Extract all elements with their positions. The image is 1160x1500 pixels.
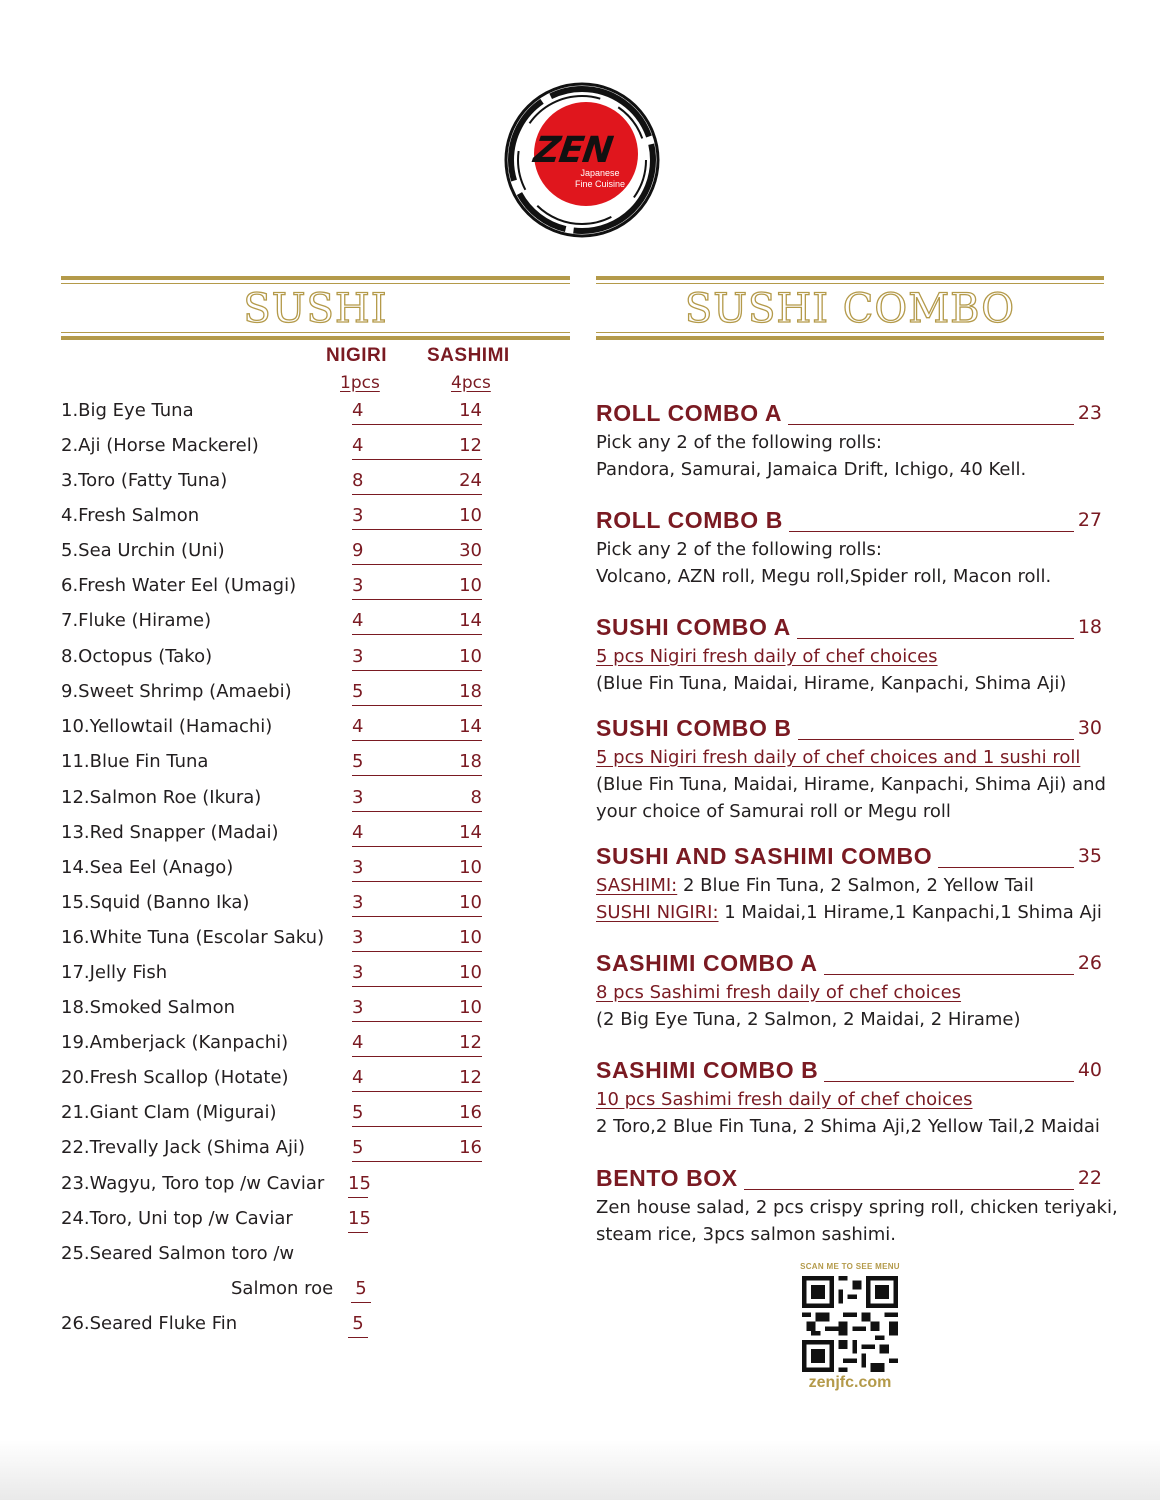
sushi-item-name: 7.Fluke (Hirame)	[61, 610, 212, 631]
combo-desc: (2 Big Eye Tuna, 2 Salmon, 2 Maidai, 2 Hirame)	[596, 1009, 1021, 1030]
nigiri-price: 3	[352, 574, 412, 600]
nigiri-price: 5	[352, 1101, 412, 1127]
nigiri-price: 3	[352, 504, 412, 530]
combo-title: SUSHI COMBO	[684, 286, 1016, 332]
sushi-item-name: 20.Fresh Scallop (Hotate)	[61, 1067, 289, 1088]
combo-name: SUSHI AND SASHIMI COMBO	[596, 842, 938, 870]
sushi-item-name: 22.Trevally Jack (Shima Aji)	[61, 1137, 305, 1158]
sushi-item	[61, 1066, 501, 1096]
sushi-item-name: 13.Red Snapper (Madai)	[61, 822, 279, 843]
sashimi-price: 14	[412, 399, 482, 425]
logo-subtitle-line1: Japanese	[580, 168, 620, 178]
sushi-item-name: 4.Fresh Salmon	[61, 505, 200, 526]
special-price: 5	[348, 1312, 368, 1338]
combo-price: 27	[1074, 508, 1102, 532]
sushi-item-name: 25.Seared Salmon toro /w	[61, 1243, 295, 1264]
website-url[interactable]: zenjfc.com	[808, 1374, 892, 1391]
sushi-item-name: 23.Wagyu, Toro top /w Caviar	[61, 1173, 325, 1194]
sushi-item	[61, 645, 501, 675]
sushi-item	[61, 504, 501, 534]
combo-item	[596, 1056, 1102, 1140]
sushi-special-item	[61, 1312, 501, 1342]
nigiri-price: 5	[352, 1136, 412, 1162]
nigiri-price: 4	[352, 821, 412, 847]
combo-desc: 1 Maidai,1 Hirame,1 Kanpachi,1 Shima Aji	[718, 902, 1102, 923]
sashimi-price: 8	[412, 786, 482, 812]
qr-label: SCAN ME TO SEE MENU	[800, 1262, 900, 1271]
logo-subtitle	[570, 168, 630, 190]
combo-desc: 2 Blue Fin Tuna, 2 Salmon, 2 Yellow Tail	[677, 875, 1034, 896]
sushi-special-item-cont	[61, 1277, 501, 1307]
sushi-item	[61, 821, 501, 851]
combo-name: BENTO BOX	[596, 1164, 744, 1192]
nigiri-price: 5	[352, 680, 412, 706]
sashimi-price: 10	[412, 574, 482, 600]
sushi-item	[61, 434, 501, 464]
combo-desc-highlight: 10 pcs Sashimi fresh daily of chef choices	[596, 1089, 973, 1110]
combo-price: 26	[1074, 951, 1102, 975]
nigiri-price: 3	[352, 961, 412, 987]
combo-desc: Pick any 2 of the following rolls:	[596, 539, 882, 560]
combo-name: SUSHI COMBO A	[596, 613, 797, 641]
sashimi-price: 18	[412, 680, 482, 706]
sushi-item	[61, 961, 501, 991]
sashimi-price: 12	[412, 1031, 482, 1057]
nigiri-price: 3	[352, 786, 412, 812]
combo-price: 35	[1074, 844, 1102, 868]
sushi-item-name: 6.Fresh Water Eel (Umagi)	[61, 575, 297, 596]
sushi-item	[61, 399, 501, 429]
qr-code-icon[interactable]	[802, 1276, 898, 1372]
combo-item	[596, 399, 1102, 483]
sushi-item-name: 16.White Tuna (Escolar Saku)	[61, 927, 325, 948]
combo-desc: Zen house salad, 2 pcs crispy spring roll, chicken teriyaki,	[596, 1197, 1118, 1218]
sashimi-price: 18	[412, 750, 482, 776]
combo-item	[596, 842, 1102, 926]
combo-desc: Pandora, Samurai, Jamaica Drift, Ichigo, 40 Kell.	[596, 459, 1027, 480]
sushi-item	[61, 750, 501, 780]
sashimi-price: 10	[412, 996, 482, 1022]
sushi-item	[61, 856, 501, 886]
sushi-item-name: 24.Toro, Uni top /w Caviar	[61, 1208, 293, 1229]
sushi-item-name: 11.Blue Fin Tuna	[61, 751, 209, 772]
nigiri-price: 4	[352, 434, 412, 460]
sashimi-price: 10	[412, 504, 482, 530]
sashimi-price: 14	[412, 821, 482, 847]
logo-brand-text: ZEN	[531, 130, 615, 171]
combo-item	[596, 949, 1102, 1033]
sushi-item-name: 18.Smoked Salmon	[61, 997, 236, 1018]
sashimi-price: 10	[412, 645, 482, 671]
sashimi-header: SASHIMI	[427, 345, 510, 366]
combo-desc: 2 Toro,2 Blue Fin Tuna, 2 Shima Aji,2 Yellow Tail,2 Maidai	[596, 1116, 1100, 1137]
sashimi-price: 16	[412, 1101, 482, 1127]
sushi-special-item	[61, 1207, 501, 1237]
combo-desc: Pick any 2 of the following rolls:	[596, 432, 882, 453]
sushi-special-item	[61, 1242, 501, 1272]
combo-price: 22	[1074, 1166, 1102, 1190]
combo-name: SASHIMI COMBO B	[596, 1056, 824, 1084]
nigiri-unit: 1pcs	[340, 373, 380, 393]
sushi-item-name: 17.Jelly Fish	[61, 962, 168, 983]
nigiri-price: 4	[352, 399, 412, 425]
sushi-item-name: 10.Yellowtail (Hamachi)	[61, 716, 273, 737]
sashimi-price: 12	[412, 434, 482, 460]
nigiri-price: 4	[352, 1031, 412, 1057]
sushi-item-name-cont: Salmon roe	[231, 1278, 334, 1299]
sushi-item	[61, 891, 501, 921]
nigiri-price: 4	[352, 1066, 412, 1092]
sashimi-price: 10	[412, 891, 482, 917]
combo-label-sashimi: SASHIMI:	[596, 875, 678, 896]
sushi-special-item	[61, 1172, 501, 1202]
sushi-item-name: 21.Giant Clam (Migurai)	[61, 1102, 277, 1123]
sushi-item-name: 15.Squid (Banno Ika)	[61, 892, 250, 913]
sushi-item-name: 5.Sea Urchin (Uni)	[61, 540, 225, 561]
nigiri-price: 8	[352, 469, 412, 495]
nigiri-header: NIGIRI	[326, 345, 388, 366]
combo-name: ROLL COMBO A	[596, 399, 788, 427]
sushi-section-header	[61, 276, 570, 342]
combo-desc: your choice of Samurai roll or Megu roll	[596, 801, 951, 822]
combo-name: SASHIMI COMBO A	[596, 949, 824, 977]
combo-desc: (Blue Fin Tuna, Maidai, Hirame, Kanpachi, Shima Aji) and	[596, 774, 1106, 795]
combo-desc: steam rice, 3pcs salmon sashimi.	[596, 1224, 897, 1245]
combo-item	[596, 613, 1102, 697]
sushi-item-name: 19.Amberjack (Kanpachi)	[61, 1032, 289, 1053]
sushi-item-name: 9.Sweet Shrimp (Amaebi)	[61, 681, 292, 702]
nigiri-price: 5	[352, 750, 412, 776]
special-price: 15	[348, 1207, 368, 1233]
combo-item	[596, 714, 1106, 825]
special-price: 15	[348, 1172, 368, 1198]
sushi-item-name: 3.Toro (Fatty Tuna)	[61, 470, 228, 491]
combo-name: SUSHI COMBO B	[596, 714, 798, 742]
nigiri-price: 3	[352, 926, 412, 952]
combo-item	[596, 506, 1102, 590]
nigiri-price: 3	[352, 645, 412, 671]
combo-label-nigiri: SUSHI NIGIRI:	[596, 902, 719, 923]
combo-price: 30	[1074, 716, 1102, 740]
sushi-item	[61, 715, 501, 745]
sushi-item	[61, 539, 501, 569]
sushi-item	[61, 926, 501, 956]
sashimi-price: 24	[412, 469, 482, 495]
nigiri-price: 9	[352, 539, 412, 565]
sushi-item	[61, 680, 501, 710]
logo-subtitle-line2: Fine Cuisine	[574, 179, 626, 189]
sushi-item	[61, 996, 501, 1026]
nigiri-price: 3	[352, 856, 412, 882]
zen-logo	[500, 78, 664, 242]
combo-desc-highlight: 5 pcs Nigiri fresh daily of chef choices	[596, 646, 938, 667]
sushi-item	[61, 1101, 501, 1131]
combo-desc-highlight: 5 pcs Nigiri fresh daily of chef choices and 1 sushi roll	[596, 747, 1081, 768]
special-price: 5	[351, 1277, 371, 1303]
sashimi-price: 10	[412, 856, 482, 882]
combo-price: 23	[1074, 401, 1102, 425]
nigiri-price: 4	[352, 715, 412, 741]
combo-name: ROLL COMBO B	[596, 506, 789, 534]
combo-desc-highlight: 8 pcs Sashimi fresh daily of chef choices	[596, 982, 962, 1003]
sushi-item-name: 14.Sea Eel (Anago)	[61, 857, 234, 878]
combo-desc: (Blue Fin Tuna, Maidai, Hirame, Kanpachi, Shima Aji)	[596, 673, 1067, 694]
nigiri-price: 3	[352, 996, 412, 1022]
sushi-item	[61, 609, 501, 639]
sushi-item	[61, 1031, 501, 1061]
sashimi-price: 16	[412, 1136, 482, 1162]
combo-section-header	[596, 276, 1104, 342]
sushi-item	[61, 469, 501, 499]
sushi-item	[61, 574, 501, 604]
combo-item	[596, 1164, 1118, 1248]
sashimi-price: 30	[412, 539, 482, 565]
sushi-item	[61, 1136, 501, 1166]
sashimi-unit: 4pcs	[451, 373, 491, 393]
sushi-item-name: 12.Salmon Roe (Ikura)	[61, 787, 262, 808]
sashimi-price: 12	[412, 1066, 482, 1092]
sushi-item	[61, 786, 501, 816]
sashimi-price: 14	[412, 715, 482, 741]
sushi-title: SUSHI	[243, 286, 388, 332]
sushi-item-name: 26.Seared Fluke Fin	[61, 1313, 238, 1334]
combo-price: 18	[1074, 615, 1102, 639]
sashimi-price: 10	[412, 926, 482, 952]
nigiri-price: 3	[352, 891, 412, 917]
nigiri-price: 4	[352, 609, 412, 635]
sushi-item-name: 1.Big Eye Tuna	[61, 400, 194, 421]
sashimi-price: 14	[412, 609, 482, 635]
sushi-item-name: 2.Aji (Horse Mackerel)	[61, 435, 259, 456]
page-shadow	[0, 1440, 1160, 1500]
combo-price: 40	[1074, 1058, 1102, 1082]
combo-desc: Volcano, AZN roll, Megu roll,Spider roll, Macon roll.	[596, 566, 1052, 587]
sushi-item-name: 8.Octopus (Tako)	[61, 646, 213, 667]
sashimi-price: 10	[412, 961, 482, 987]
